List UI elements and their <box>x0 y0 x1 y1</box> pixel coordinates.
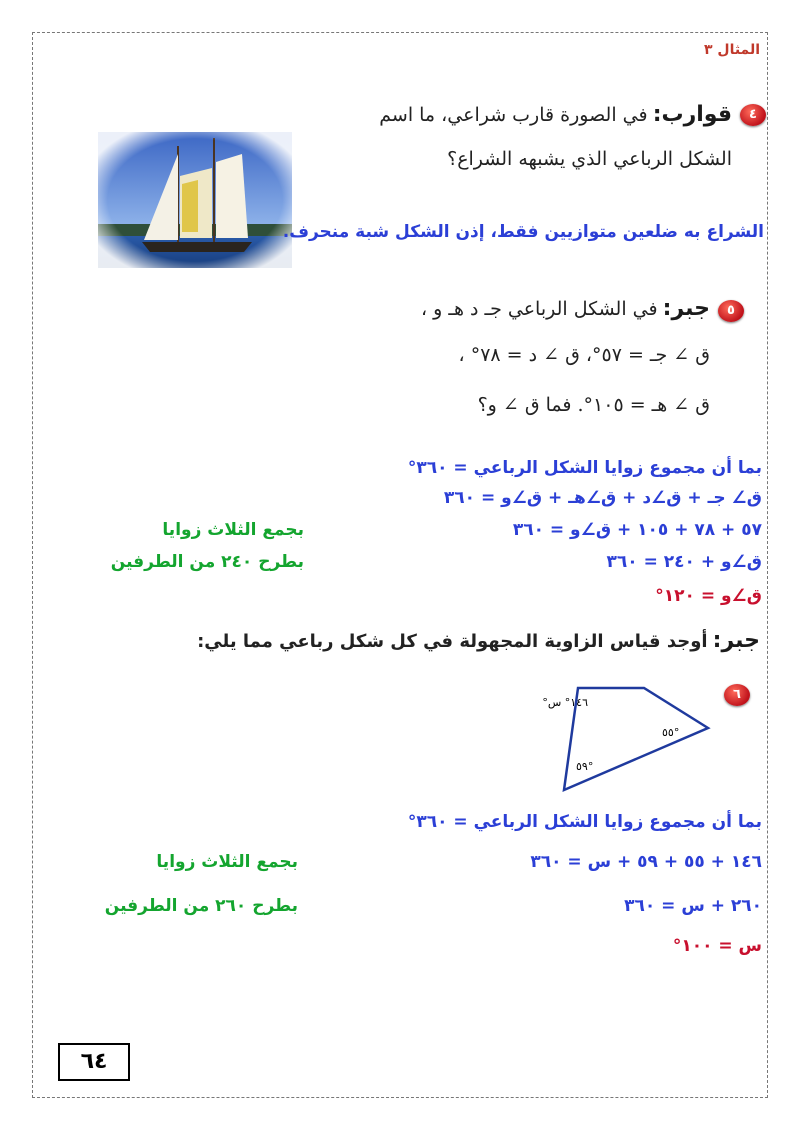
question-topic: جبر: <box>662 296 710 321</box>
question-5-line-3: ق ∠ هـ = ١٠٥°. فما ق ∠ و؟ <box>477 394 710 416</box>
question-5-line-2: ق ∠ جـ = ٥٧°، ق ∠ د = ٧٨° ، <box>458 344 710 366</box>
angle-label-top: ١٤٦° س° <box>542 696 588 709</box>
step-note: بجمع الثلاث زوايا <box>156 852 298 872</box>
question-5-line-1 <box>421 296 710 321</box>
page-number: ٦٤ <box>58 1043 130 1081</box>
solution-line: بما أن مجموع زوايا الشكل الرباعي = ٣٦٠° <box>407 458 762 478</box>
question-number-badge: ٦ <box>724 684 750 706</box>
angle-label-right: ٥٥° <box>662 726 680 739</box>
section-header <box>197 628 760 653</box>
section-instruction: أوجد قياس الزاوية المجهولة في كل شكل رباعي مما يلي: <box>197 631 708 652</box>
section-topic: جبر: <box>712 628 760 653</box>
solution-line: ٢٦٠ + س = ٣٦٠ <box>624 896 762 916</box>
question-number-badge: ٥ <box>718 300 744 322</box>
solution-result: ق∠و = ١٢٠° <box>655 586 762 606</box>
solution-result: س = ١٠٠° <box>672 936 762 956</box>
quadrilateral-figure <box>542 684 716 794</box>
step-note: بجمع الثلاث زوايا <box>162 520 304 540</box>
answer-text: الشراع به ضلعين متوازيين فقط، إذن الشكل شبة منحرف. <box>282 222 764 242</box>
sailboat-image <box>98 132 292 268</box>
question-topic: قوارب: <box>652 102 732 127</box>
question-text: في الشكل الرباعي جـ د هـ و ، <box>421 298 658 320</box>
solution-line: ق∠و + ٢٤٠ = ٣٦٠ <box>606 552 762 572</box>
solution-line: ٥٧ + ٧٨ + ١٠٥ + ق∠و = ٣٦٠ <box>512 520 762 540</box>
solution-line: ١٤٦ + ٥٥ + ٥٩ + س = ٣٦٠ <box>530 852 762 872</box>
angle-label-bottom: ٥٩° <box>576 760 594 773</box>
step-note: بطرح ٢٦٠ من الطرفين <box>104 896 298 916</box>
question-4-line-2: الشكل الرباعي الذي يشبهه الشراع؟ <box>447 148 732 170</box>
solution-line: ق∠ جـ + ق∠د + ق∠هـ + ق∠و = ٣٦٠ <box>443 488 762 508</box>
question-text: في الصورة قارب شراعي، ما اسم <box>379 104 648 126</box>
step-note: بطرح ٢٤٠ من الطرفين <box>110 552 304 572</box>
question-number-badge: ٤ <box>740 104 766 126</box>
solution-line: بما أن مجموع زوايا الشكل الرباعي = ٣٦٠° <box>407 812 762 832</box>
example-label: المثال ٣ <box>704 42 760 58</box>
question-4-line-1 <box>379 102 732 127</box>
